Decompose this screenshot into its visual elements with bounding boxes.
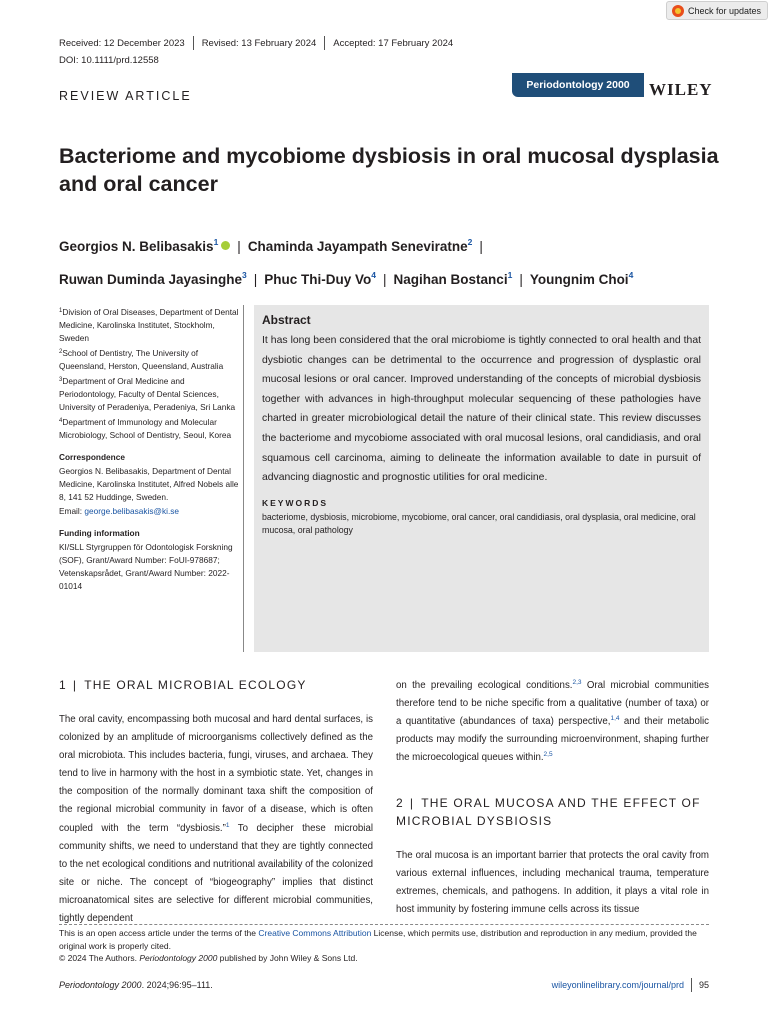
correspondence-heading: Correspondence bbox=[59, 452, 125, 462]
footnote-divider bbox=[59, 924, 709, 925]
correspondence-email: Email: george.belibasakis@ki.se bbox=[59, 506, 180, 516]
citation-link[interactable]: 1 bbox=[225, 821, 230, 829]
correspondence-text: Georgios N. Belibasakis, Department of Dental Medicine, Karolinska Institutet, Alfred Nobels alle 8, 141 52 Huddinge, Sweden. bbox=[59, 466, 239, 502]
received-date: Received: 12 December 2023 bbox=[59, 37, 185, 49]
author[interactable]: Ruwan Duminda Jayasinghe$^3$ bbox=[59, 270, 247, 287]
section-2-heading: 2 | THE ORAL MUCOSA AND THE EFFECT OF MICROBIAL DYSBIOSIS bbox=[396, 796, 701, 828]
publication-dates bbox=[59, 36, 453, 50]
journal-url-link[interactable]: wileyonlinelibrary.com/journal/prd bbox=[551, 980, 684, 990]
funding-heading: Funding information bbox=[59, 528, 140, 538]
page-number: 95 bbox=[698, 980, 709, 990]
author-list: Georgios N. Belibasakis$^1$ | Chaminda Jayampath Seneviratne$^2$ | Ruwan Duminda Jayasinghe$^3$ | Phuc Thi-Duy Vo$^4$ | Nagihan Bostanci$^1$ | Youngnim Choi$^4$ bbox=[59, 237, 634, 287]
article-title: Bacteriome and mycobiome dysbiosis in oral mucosal dysplasia and oral cancer bbox=[59, 144, 719, 196]
affiliation: $^3$Department of Oral Medicine and Periodontology, Faculty of Dental Sciences, University of Peradeniya, Peradeniya, Sri Lanka bbox=[59, 376, 236, 412]
divider bbox=[691, 978, 692, 992]
author[interactable]: Georgios N. Belibasakis$^1$ bbox=[59, 239, 230, 254]
keywords-heading: KEYWORDS bbox=[262, 497, 329, 508]
license-link[interactable]: Creative Commons Attribution bbox=[258, 928, 372, 938]
divider bbox=[324, 36, 325, 50]
author[interactable]: Youngnim Choi$^4$ bbox=[529, 270, 634, 287]
affiliation: $^4$Department of Immunology and Molecular Microbiology, School of Dentistry, Seoul, Korea bbox=[59, 417, 232, 440]
author[interactable]: Nagihan Bostanci$^1$ bbox=[393, 270, 513, 287]
abstract-heading: Abstract bbox=[262, 313, 311, 327]
section-1-continuation: on the prevailing ecological conditions.$^{2,3}$ Oral microbial communities therefore tend to be niche specific from a qualitative (number of taxa) or a quantitative (abundances of taxa) perspective,$^{1,4}$ and their metabolic products may modify the surrounding microenvironment, shaping further the microecological queues within.$^{2,5}$ bbox=[396, 679, 710, 764]
license-note: This is an open access article under the terms of the Creative Commons Attribution License, which permits use, distribution and reproduction in any medium, provided the original work is properly cited. © 2024 The Authors. Periodontology 2000 published by John Wiley & Sons Ltd. bbox=[59, 928, 697, 963]
citation-link[interactable]: 2,5 bbox=[543, 751, 553, 759]
citation: Periodontology 2000. 2024;96:95–111. bbox=[59, 980, 213, 990]
abstract-text: It has long been considered that the oral microbiome is tightly connected to oral health and that dysbiotic changes can be detrimental to the occurrence and progression of dysplastic oral mucosal lesions or oral cancer. Improved understanding of the concepts of microbial dysbiosis together with advances in high-throughput molecular sequencing of these pathologies have charted in greater microbiological detail the nature of their clinical state. This review discusses the bacteriome and mycobiome associated with oral mucosal lesions, oral candidiasis, and oral squamous cell carcinoma, aiming to delineate the information available to date in pursuit of advancing diagnostic and prognostic utilities for oral medicine. bbox=[262, 335, 701, 484]
article-type: REVIEW ARTICLE bbox=[59, 89, 192, 103]
accepted-date: Accepted: 17 February 2024 bbox=[333, 37, 454, 49]
journal-badge[interactable]: Periodontology 2000 bbox=[512, 73, 644, 97]
section-1-heading: 1 | THE ORAL MICROBIAL ECOLOGY bbox=[59, 678, 307, 692]
keywords-text: bacteriome, dysbiosis, microbiome, mycobiome, oral cancer, oral candidiasis, oral dysplasia, oral medicine, oral mucosa, oral pathology bbox=[262, 511, 696, 536]
abstract-box bbox=[254, 305, 709, 652]
section-2-paragraph: The oral mucosa is an important barrier that protects the oral cavity from various external influences, including mechanical trauma, temperature extremes, chemicals, and pathogens. In addition, it plays a vital role in host immunity by fostering immune cells across its tissue bbox=[396, 850, 709, 916]
crossmark-icon bbox=[672, 5, 684, 17]
author[interactable]: Chaminda Jayampath Seneviratne$^2$ bbox=[247, 237, 473, 254]
email-link[interactable]: george.belibasakis@ki.se bbox=[84, 506, 180, 516]
citation-link[interactable]: 1,4 bbox=[610, 715, 620, 723]
doi[interactable]: DOI: 10.1111/prd.12558 bbox=[59, 55, 159, 66]
orcid-icon[interactable] bbox=[221, 241, 230, 250]
check-for-updates-button[interactable] bbox=[666, 1, 768, 20]
citation-link[interactable]: 2,3 bbox=[572, 679, 582, 686]
author[interactable]: Phuc Thi-Duy Vo$^4$ bbox=[264, 270, 377, 287]
sidebar bbox=[59, 305, 241, 594]
revised-date: Revised: 13 February 2024 bbox=[201, 37, 317, 49]
check-for-updates-label: Check for updates bbox=[688, 5, 762, 16]
affiliation: $^2$School of Dentistry, The University of Queensland, Herston, Queensland, Australia bbox=[59, 348, 224, 371]
sidebar-divider bbox=[243, 305, 244, 652]
affiliation: $^1$Division of Oral Diseases, Department of Dental Medicine, Karolinska Institutet, Stockholm, Sweden bbox=[59, 307, 239, 343]
publisher-logo[interactable]: WILEY bbox=[649, 80, 713, 99]
divider bbox=[193, 36, 194, 50]
section-1-paragraph: The oral cavity, encompassing both mucosal and hard dental surfaces, is colonized by an amplitude of microorganisms collectively defined as the oral microbiota. This includes bacteria, fungi, viruses, and archaea. They tend to live in harmony with the host in a symbiotic state. Yet, changes in the composition of the normally dominant taxa shift the composition of the regional microbial community in favor of a disease, which is often coupled with the term “dysbiosis.”$^1$ To decipher these microbial community shifts, we need to understand that they are tightly connected to the net ecological conditions and nutritional availability of the colonized site or niche. The concept of “biogeography” implies that distinct microanatomical sites are selective for different microbial communities, tightly dependent bbox=[59, 714, 373, 925]
page-footer bbox=[59, 978, 709, 992]
funding-text: KI/SLL Styrgruppen för Odontologisk Forskning (SOF), Grant/Award Number: FoUI-978687; Vetenskapsrådet, Grant/Award Number: 2022-01014 bbox=[59, 542, 233, 591]
